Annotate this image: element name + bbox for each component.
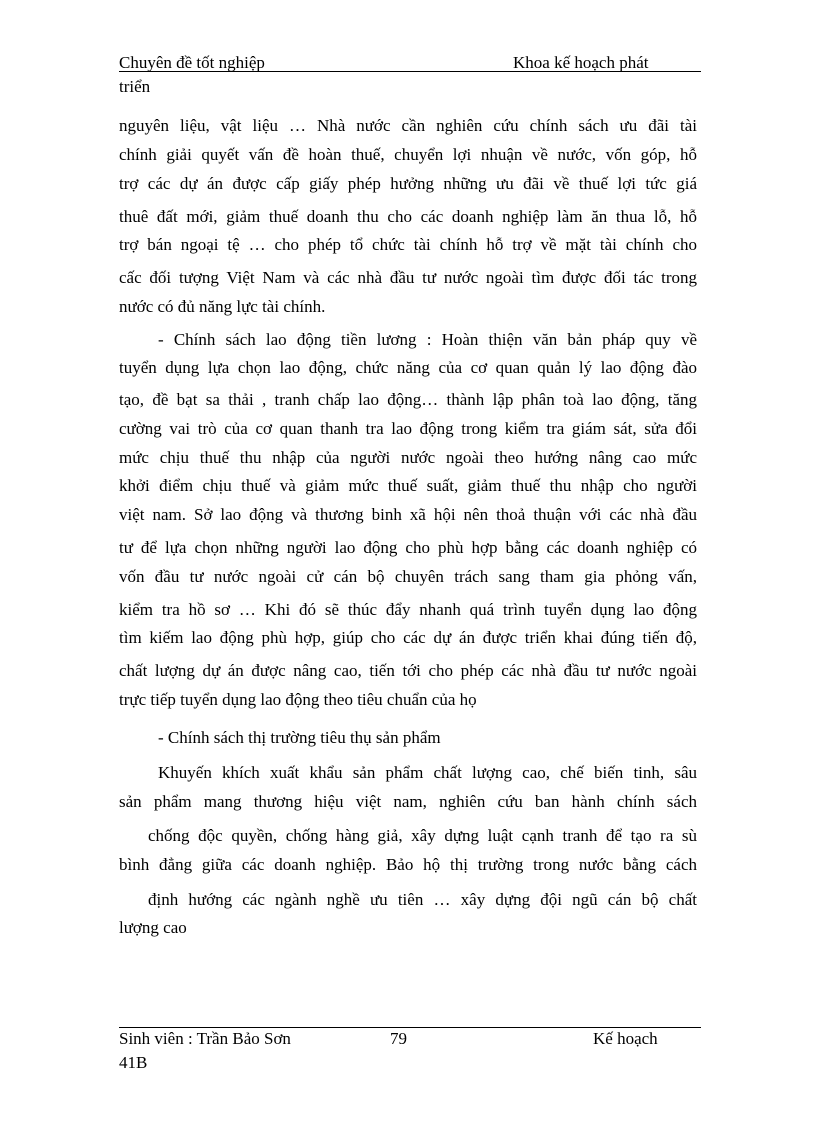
text-line: mức chịu thuế thu nhập của người nước ngoài theo hướng nâng cao mức [119,448,697,467]
text-line: kiểm tra hồ sơ … Khi đó sẽ thúc đẩy nhanh quá trình tuyển dụng lao động [119,600,697,619]
text-line: khởi điểm chịu thuế và giảm mức thuế suất, giảm thuế thu nhập cho người [119,476,697,495]
text-line: vốn đầu tư nước ngoài cử cán bộ chuyên trách sang tham gia phỏng vấn, [119,567,697,586]
text-line: trợ các dự án được cấp giấy phép hưởng những ưu đãi về thuế lợi tức giá [119,174,697,193]
text-line: Khuyến khích xuất khẩu sản phẩm chất lượng cao, chế biến tinh, sâu [158,763,697,782]
header-divider [119,71,701,72]
text-line: cường vai trò của cơ quan thanh tra lao động trong kiểm tra giám sát, sửa đổi [119,419,697,438]
text-line: tuyển dụng lựa chọn lao động, chức năng của cơ quan quản lý lao động đào [119,358,697,377]
text-line: nước có đủ năng lực tài chính. [119,297,326,316]
header-faculty-continued: triển [119,77,151,96]
page-number: 79 [390,1029,407,1048]
text-line: tạo, đề bạt sa thải , tranh chấp lao động… thành lập phân toà lao động, tăng [119,390,697,409]
text-line: trực tiếp tuyển dụng lao động theo tiêu chuẩn của họ [119,690,477,709]
footer-department: Kế hoạch [593,1029,658,1048]
text-line: tìm kiếm lao động phù hợp, giúp cho các dự án được triển khai đúng tiến độ, [119,628,697,647]
text-line: định hướng các ngành nghề ưu tiên … xây dựng đội ngũ cán bộ chất [148,890,697,909]
text-line: chống độc quyền, chống hàng giả, xây dựng luật cạnh tranh để tạo ra sù [148,826,697,845]
text-line: chính giải quyết vấn đề hoàn thuế, chuyển lợi nhuận về nước, vốn góp, hỗ [119,145,697,164]
header-faculty: Khoa kế hoạch phát [513,53,649,72]
text-line: trợ bán ngoại tệ … cho phép tổ chức tài chính hỗ trợ về mặt tài chính cho [119,235,697,254]
text-line: chất lượng dự án được nâng cao, tiến tới cho phép các nhà đầu tư nước ngoài [119,661,697,680]
text-line: tư để lựa chọn những người lao động cho phù hợp bằng các doanh nghiệp có [119,538,697,557]
text-line: lượng cao [119,918,187,937]
text-line: thuê đất mới, giảm thuế doanh thu cho các doanh nghiệp làm ăn thua lỗ, hỗ [119,207,697,226]
text-line: - Chính sách thị trường tiêu thụ sản phẩm [158,728,441,747]
footer-class: 41B [119,1053,148,1072]
footer-student: Sinh viên : Trần Bảo Sơn [119,1029,291,1048]
text-line: - Chính sách lao động tiền lương : Hoàn thiện văn bản pháp quy về [158,330,697,349]
text-line: sản phẩm mang thương hiệu việt nam, nghiên cứu ban hành chính sách [119,792,697,811]
text-line: bình đẳng giữa các doanh nghiệp. Bảo hộ thị trường trong nước bằng cách [119,855,697,874]
footer-divider [119,1027,701,1028]
text-line: việt nam. Sở lao động và thương binh xã hội nên thoả thuận với các nhà đầu [119,505,697,524]
text-line: nguyên liệu, vật liệu … Nhà nước cần nghiên cứu chính sách ưu đãi tài [119,116,697,135]
header-title: Chuyên đề tốt nghiệp [119,53,265,72]
text-line: cấc đối tượng Việt Nam và các nhà đầu tư nước ngoài tìm được đối tác trong [119,268,697,287]
